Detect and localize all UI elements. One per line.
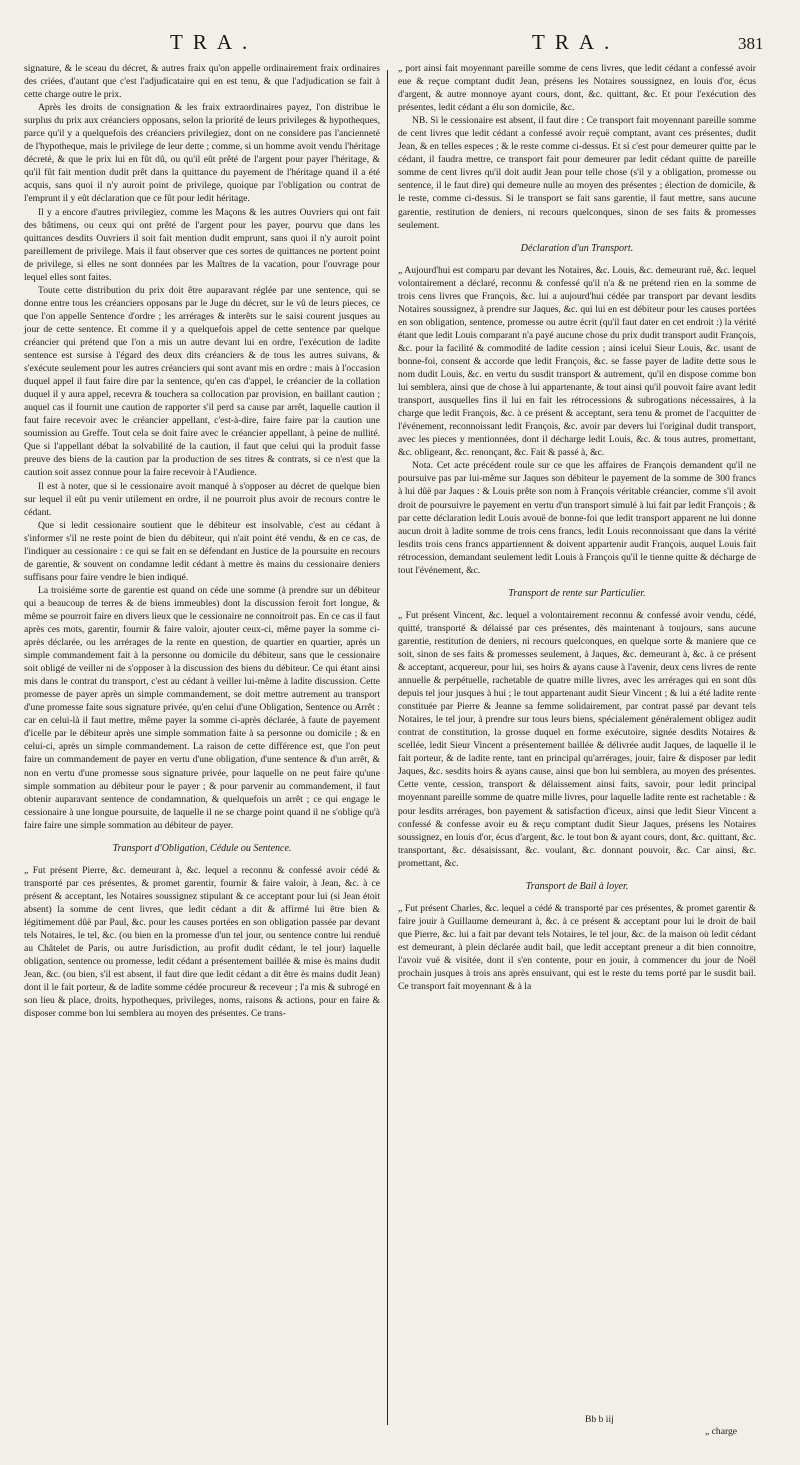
column-divider xyxy=(387,70,388,1425)
section-title: Transport de Bail à loyer. xyxy=(525,880,629,892)
paragraph: La troisiéme sorte de garentie est quand on céde une somme (à prendre sur un débiteur qui a beaucoup de terres & de biens immeubles) dont la discussion feroit fort longue, & même se pourroit faire en divers lieux que le cessionaire ne connoitroit pas. En ce cas il faut après ces mots, garentir, fournir & faire valoir, ajouter ceux-ci, même payer la somme ci-après déclarée, ou les arrérages de la rente en question, de quartier en quartier, après un simple commandement fait à la personne ou domicile du débiteur, sans que le cessionaire soit obligé de veiller ni de s'opposer à la discussion des biens du débiteur. Ce qui étant ainsi mis dans le contrat du transport, c'est au cédant à veiller lui-même à ladite discussion. Cette promesse de payer après un simple commandement, se doit mettre autrement au transport d'une promesse faite sous signature privée, qu'en celui d'une Obligation, Sentence ou Arrêt : car en celui-là il faut mettre, même payer la somme ci-après déclarée, à faute de payement d'icelle par le débiteur après une simple sommation faite à sa personne ou domicile ; & en celui-ci, après un simple commandement. La raison de cette différence est, que l'on peut faire un commandement de payer en vertu d'une obligation, d'une sentence & d'un arrêt, & non en vertu d'une promesse sous signature privée, pour laquelle on ne peut faire qu'une simple sommation au débiteur pour le payer ; & pour parvenir au commandement, il faut obtenir auparavant sentence de condamnation, & quelquefois un arrêt ; ce qui engage le cessionaire à une longue poursuite, de laquelle il ne se charge point quand il ne s'oblige qu'à faire faire une simple sommation au débiteur de payer. xyxy=(24,584,380,831)
section-title: Transport de rente sur Particulier. xyxy=(508,587,646,599)
paragraph: „ Fut présent Pierre, &c. demeurant à, &c. lequel a reconnu & confessé avoir cédé & transporté par ces présentes, & promet garentir, fournir & faire valoir, à Jean, &c. à ce présent & acceptant, les Notaires soussignez stipulant & ce acceptant pour lui (si Jean étoit absent) la somme de cent livres, que ledit cédant a dit & affirmé lui être bien & légitimement dûë par Paul, &c. pour les causes portées en son obligation passée par devant tels Notaires, le tel, &c. (ou bien en la promesse d'un tel jour, ou sentence contre lui renduë au Châtelet de Paris, ou autre Jurisdiction, au profit dudit cédant, le tel jour) laquelle obligation, sentence ou promesse, ledit cédant a présentement baillée & mise ès mains dudit Jean, &c. (ou bien, s'il est absent, il faut dire que ledit cédant a dit être ès mains dudit Jean) dont il le fait porteur, & de ladite somme cédée procureur & receveur ; l'a mis & subrogé en son lieu & place, droits, hypotheques, privileges, noms, raisons & actions, pour en faire & disposer comme bon lui semblera au moyen des présentes. Ce trans- xyxy=(24,864,380,1020)
paragraph: Que si ledit cessionaire soutient que le débiteur est insolvable, c'est au cédant à s'informer s'il ne reste point de bien du débiteur, qui n'ait point été vendu, & en ce cas, de l'indiquer au cessionaire : ce qui se fait en se défendant en Justice de la poursuite en recours de garentie, & souvent on condamne ledit cédant à mettre ès mains du cessionaire deniers suffisans pour faire vendre le bien indiqué. xyxy=(24,519,380,583)
nota-paragraph: Nota. Cet acte précédent roule sur ce que les affaires de François demandent qu'il ne poursuive pas par lui-même sur Jaques son débiteur le payement de la somme de 300 francs à lui dûë par Jaques : & Louis prête son nom à François véritable créancier, comme s'il avoit droit de poursuivre le payement en vertu d'un transport simulé à lui fait par ledit François ; & par cette déclaration ledit Louis avouë de bonne-foi que ledit transport apparent ne lui donne aucun droit à ladite somme de trois cens francs, ledit Louis reconnoissant que dans la vérité lesdits trois cens francs appartiennent & doivent appartenir audit François, auquel Louis fait rétrocession, demandant seulement ledit Louis à François qu'il le tienne quitte & décharge de tout l'événement, &c. xyxy=(398,460,756,576)
paragraph: Toute cette distribution du prix doit être auparavant réglée par une sentence, qui se donne entre tous les créanciers opposans par le Juge du décret, sur le vû de leurs pieces, ce que l'on appelle Sentence d'ordre ; les arrérages & interêts sur le saisi courent jusques au jour de cette sentence. Et comme il y a quelquefois appel de cette sentence par quelque créancier qui prétend que l'on a mis un autre devant lui en ordre, l'exécution de ladite sentence est sursise à l'égard des deux dits créanciers & de tous les autres suivans, & s'exécute seulement pour les autres créanciers qui sont avant mis en ordre : mais à l'occasion duquel appel il faut faire dire par la sentence, qu'en cas d'appel, le créancier de la collation duquel il y aura appel, recevra & touchera sa collocation par provision, en baillant caution ; auquel cas il fournit une caution de rapporter s'il perd sa cause par arrêt, laquelle caution il faut faire recevoir avec le créancier appellant, c'est-à-dire, faire faire par la caution une soumission au Greffe. Tout cela se doit faire avec le créancier appellant, à peine de nullité. Que si l'appellant débat la solvabilité de la caution, il faut que celui qui la produit fasse preuve des biens de la caution par la production de ses titres & contrats, si ce n'est que la caution soit assez connue pour la faire recevoir à l'Audience. xyxy=(24,284,380,479)
left-column xyxy=(24,62,380,1020)
paragraph: Il y a encore d'autres privilegiez, comme les Maçons & les autres Ouvriers qui ont fait des bâtimens, ou ceux qui ont prêté de l'argent pour les payer, pourvu que dans les quittances desdits Ouvriers il soit fait mention dudit emprunt, sans quoi il n'y auroit point pareillement de privilege. Mais il faut observer que ces sortes de quittances ne portent point de privilege, si elles ne sont données par les Maîtres de la vacation, pour l'ouvrage pour lequel elles sont faites. xyxy=(24,206,380,283)
section-title: Déclaration d'un Transport. xyxy=(520,242,634,254)
paragraph: Il est à noter, que si le cessionaire avoit manqué à s'opposer au décret de quelque bien sur lequel il eût pu venir utilement en ordre, il ne pourroit plus avoir de recours contre le cédant. xyxy=(24,480,380,518)
running-head-left: TRA. xyxy=(170,30,258,54)
page-number: 381 xyxy=(738,34,764,53)
paragraph: Après les droits de consignation & les fraix extraordinaires payez, l'on distribue le surplus du prix aux créanciers opposans, selon la priorité de leurs privileges & hypotheques, parce qu'il y a quelquefois des créanciers privilegiez, dont on ne considere pas l'ancienneté de l'hypotheque, mais le privilege de leur dette ; comme, si un homme avoit vendu l'héritage décreté, & que le prix lui en fût dû, ou qu'il eût prêté de l'argent pour payer l'héritage, & qu'il fût fait mention dudit prêt dans la quittance du payement de l'héritage quand il a été acquis, sans quoi il n'y auroit point de privilege, quoique par l'obligation ou contrat de l'emprunt il y eût déclaration que ce fût pour ledit héritage. xyxy=(24,102,380,205)
catchword: „ charge xyxy=(705,1426,738,1437)
paragraph: „ Fut présent Charles, &c. lequel a cédé & transporté par ces présentes, & promet garentir & faire jouir à Guillaume demeurant à, &c. à ce présent & acceptant pour lui le droit de bail que Pierre, &c. lui a fait par devant tels Notaires, le tel jour, &c. de la maison où ledit cédant est demeurant, à plein déclarée audit bail, que ledit acceptant preneur a dit bien connoitre, l'avoir vuë & visitée, dont il s'en contente, pour en jouir, à commencer du jour de Noël prochain jusques à trois ans après ensuivant, qui est le reste du tems porté par le susdit bail. Ce transport fait moyennant & à la xyxy=(398,902,756,993)
running-head-right: TRA. xyxy=(532,30,620,54)
paragraph: „ port ainsi fait moyennant pareille somme de cens livres, que ledit cédant a confessé avoir eue & reçue comptant dudit Jean, présens les Notaires soussignez, en louis d'or, écus d'argent, & autre monnoye ayant cours, dont, &c. quittant, &c. Et pour l'exécution des présentes, ledit cédant a élu son domicile, &c. xyxy=(398,63,756,114)
right-column xyxy=(398,62,756,993)
paragraph: „ Aujourd'hui est comparu par devant les Notaires, &c. Louis, &c. demeurant ruë, &c. lequel volontairement a déclaré, reconnu & confessé qu'il n'a & ne prétend rien en la somme de trois cens livres que François, &c. lui a aujourd'hui cédée par transport par devant lesdits Notaires soussignez, à prendre sur Jaques, &c. qui lui en est débiteur pour les causes portées en son obligation, sentence, promesse ou autre écrit (qu'il faut dater en cet endroit :) la vérité étant que ledit Louis comparant n'a payé aucune chose du prix dudit transport audit François, &c. pour la facilité & commodité de ladite cession ; ainsi icelui Sieur Louis, &c. usant de bonne-foi, consent & accorde que ledit François, &c. se fasse payer de ladite dette sous le nom dudit Louis, &c. en vertu du susdit transport & autrement, qu'il en dispose comme bon lui semblera, ainsi que de chose à lui appartenante, & tout ainsi qu'il pouvoit faire avant ledit transport, ausquelles fins il lui en fait les rétrocessions & subrogations nécessaires, à la charge que ledit François, &c. à ce présent & acceptant, sera tenu & promet de l'acquitter de l'événement, reconnoissant ledit François, &c. avoir par devers lui l'original dudit transport, avec les pieces y mentionnées, dont il décharge ledit Louis, &c. & tous autres, promettant, &c. obligeant, &c. renonçant, &c. Fait & passé à, &c. xyxy=(398,264,756,459)
nb-paragraph: NB. Si le cessionaire est absent, il faut dire : Ce transport fait moyennant pareille somme de cent livres que ledit cédant a confessé avoir reçuë comptant, avant ces présentes, dudit Jean, & en telles especes ; & le reste comme ci-dessus. Et si c'est pour demeurer quitte par le cédant, il faudra mettre, ce transport fait pour demeurer par ledit cédant quitte de pareille somme de cent livres qu'il doit audit Jean pour telle chose (s'il y a obligation, promesse ou sentence, il le faut dire) qui demeure nulle au moyen des présentes ; élection de domicile, & le reste, comme ci-dessus. Si le transport se fait sans garentie, il faut mettre, sans aucune garentie, restitution de deniers, ni recours quelconques, sinon de ses faits & promesses seulement. xyxy=(398,115,756,231)
paragraph: „ Fut présent Vincent, &c. lequel a volontairement reconnu & confessé avoir vendu, cédé, quitté, transporté & délaissé par ces présentes, dès maintenant à toujours, sans aucune garentie, restitution de deniers, ni recours quelconques, en quelque sorte & maniere que ce soit, sinon de ses faits & promesses seulement, à Jaques, &c. demeurant à, &c. à ce présent & acceptant, acquereur, pour lui, ses hoirs & ayans cause à l'avenir, deux cens livres de rente annuelle & perpétuelle, rachetable de quatre mille livres, avec les arrérages qui en sont dûs depuis tel jour jusques à hui ; le tout appartenant audit Sieur Vincent ; & lui a été ladite rente constituée par Pierre & Jeanne sa femme solidairement, par contrat passé par devant tels Notaires, le tel jour, à prendre sur tous leurs biens, spécialement généralement obligez audit contrat de constitution, la grosse duquel en forme exécutoire, signée desdits Notaires & scellée, ledit Sieur Vincent a présentement baillée & délivrée audit Jaques, de laquelle il le fait porteur, & de ladite rente, tant en principal qu'arrérages, jouir, faire & disposer par ledit Jaques, &c. sesdits hoirs & ayans cause, ainsi que bon lui semblera, au moyen des présentes. Cette vente, cession, transport & délaissement ainsi faits, savoir, pour ledit principal moyennant pareille somme de quatre mille livres, pour laquelle ladite rente est rachetable : & pour lesdits arrérages, bon payement & satisfaction d'iceux, ainsi que ledit Sieur Vincent a confessé & confesse avoir eu & reçu comptant dudit Sieur Jaques, présens les Notaires soussignez, en louis d'or, écus d'argent, &c. le tout bon & ayant cours, dont, &c. quittant, &c. transportant, &c. désaisissant, &c. voulant, &c. donnant pouvoir, &c. Car ainsi, &c. promettant, &c. xyxy=(398,609,756,869)
paragraph: signature, & le sceau du décret, & autres fraix qu'on appelle ordinairement fraix ordinaires des criées, d'autant que c'est l'adjudicataire qui en est tenu, & que l'adjudication se fait à cette charge outre le prix. xyxy=(24,63,380,101)
section-title: Transport d'Obligation, Cédule ou Sentence. xyxy=(112,842,292,854)
signature-mark: Bb b iij xyxy=(585,1414,614,1425)
